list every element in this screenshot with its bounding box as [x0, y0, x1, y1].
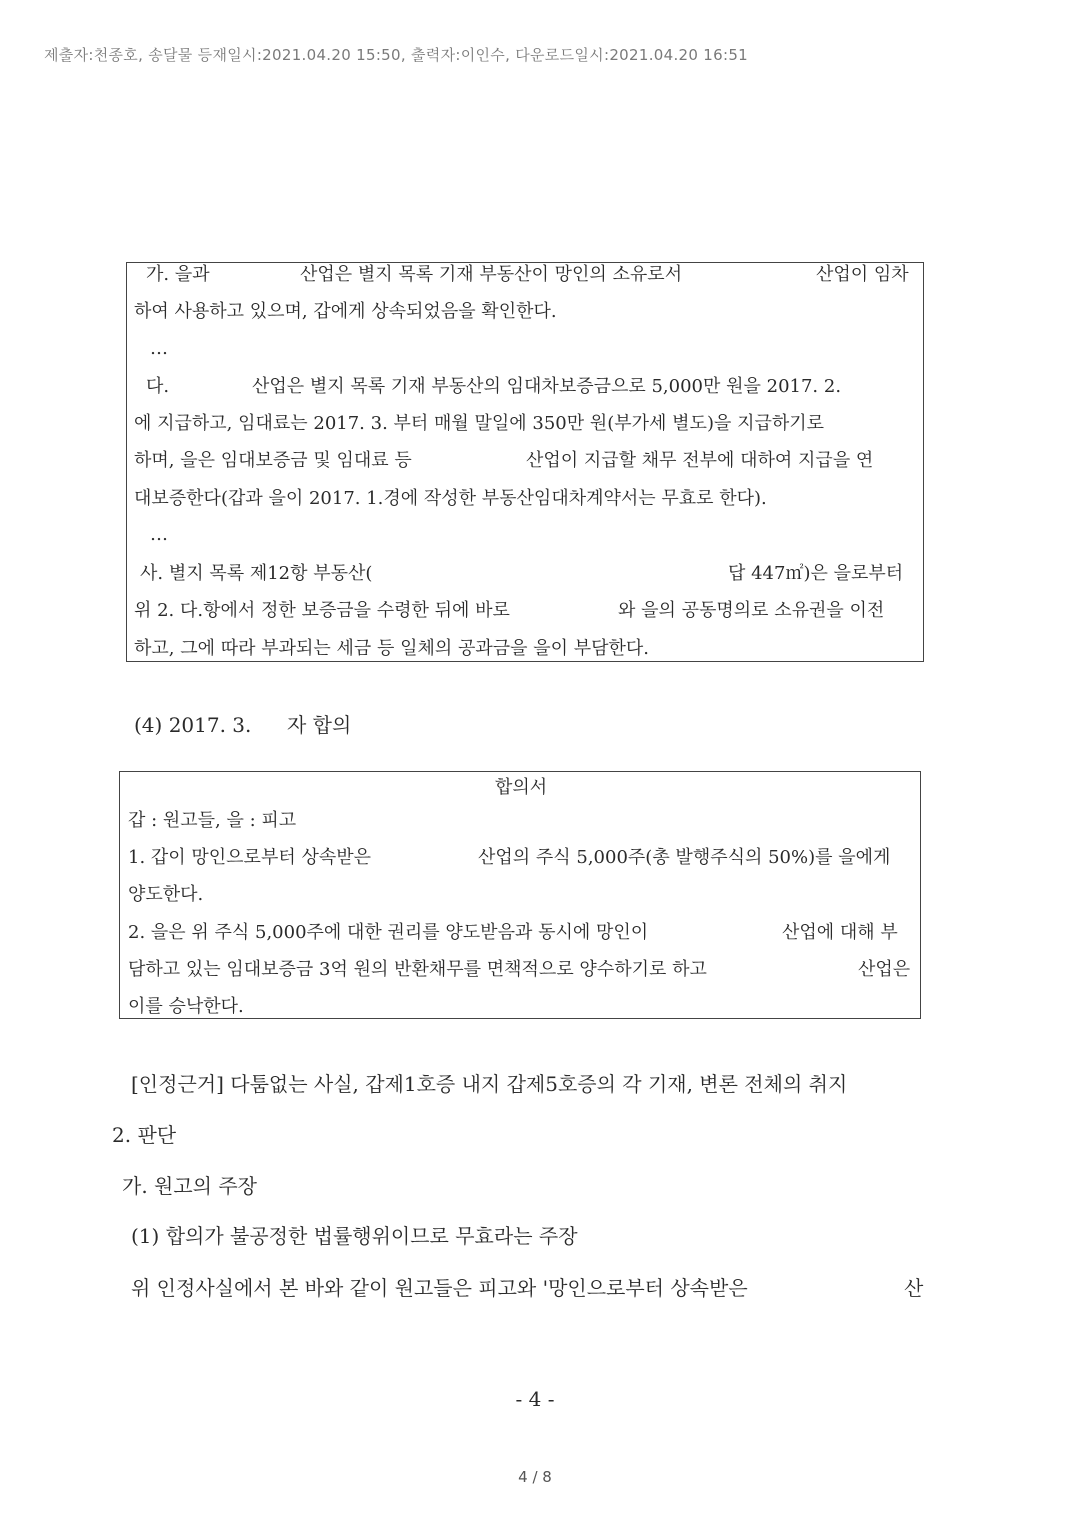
last-line-a: 위 인정사실에서 본 바와 같이 원고들은 피고와 '망인으로부터 상속받은 — [131, 1276, 748, 1300]
box2-line-3: 양도한다. — [128, 884, 204, 905]
claim-heading: 가. 원고의 주장 — [122, 1174, 257, 1198]
claim-1-heading: (1) 합의가 불공정한 법률행위이므로 무효라는 주장 — [131, 1224, 578, 1248]
box2-line-5a: 담하고 있는 임대보증금 3억 원의 반환채무를 면책적으로 양수하기로 하고 — [128, 959, 707, 980]
box1-line-9a: 사. 별지 목록 제12항 부동산( — [140, 563, 373, 584]
box2-line-5b: 산업은 — [858, 959, 911, 980]
box1-line-4a: 다. — [146, 376, 170, 397]
box2-line-6: 이를 승낙한다. — [128, 996, 244, 1017]
box1-line-10b: 와 을의 공동명의로 소유권을 이전 — [618, 600, 885, 621]
box2-line-4a: 2. 을은 위 주식 5,000주에 대한 권리를 양도받음과 동시에 망인이 — [128, 922, 649, 943]
box2-line-2b: 산업의 주식 5,000주(총 발행주식의 50%)를 을에게 — [478, 847, 891, 868]
last-line-b: 산 — [904, 1276, 924, 1300]
box2-line-1: 갑 : 원고들, 을 : 피고 — [128, 810, 297, 831]
box1-ellipsis-1: … — [150, 338, 168, 359]
page-count: 4 / 8 — [518, 1468, 552, 1486]
box1-line-1c: 산업이 임차 — [816, 264, 909, 285]
box1-line-6b: 산업이 지급할 채무 전부에 대하여 지급을 연 — [526, 450, 874, 471]
agreement-title: 합의서 — [495, 777, 548, 798]
box1-line-5: 에 지급하고, 임대료는 2017. 3. 부터 매월 말일에 350만 원(부가세 별도)을 지급하기로 — [134, 413, 825, 434]
box1-line-11: 하고, 그에 따라 부과되는 세금 등 일체의 공과금을 을이 부담한다. — [134, 638, 650, 659]
download-info-header: 제출자:천종호, 송달물 등재일시:2021.04.20 15:50, 출력자:이인수, 다운로드일시:2021.04.20 16:51 — [44, 46, 749, 64]
box2-line-4b: 산업에 대해 부 — [782, 922, 898, 943]
basis-line: [인정근거] 다툼없는 사실, 갑제1호증 내지 갑제5호증의 각 기재, 변론 전체의 취지 — [131, 1072, 848, 1096]
box1-line-1a: 가. 을과 — [146, 264, 210, 285]
box1-line-9b: 답 447㎡)은 을로부터 — [728, 563, 904, 584]
page-number: - 4 - — [515, 1387, 555, 1411]
box1-line-1b: 산업은 별지 목록 기재 부동산이 망인의 소유로서 — [300, 264, 683, 285]
box1-line-6a: 하며, 을은 임대보증금 및 임대료 등 — [134, 450, 412, 471]
box1-line-10a: 위 2. 다.항에서 정한 보증금을 수령한 뒤에 바로 — [134, 600, 510, 621]
section-4-title: 자 합의 — [287, 713, 352, 737]
box1-line-7: 대보증한다(갑과 을이 2017. 1.경에 작성한 부동산임대차계약서는 무효로 한다). — [134, 488, 767, 509]
box2-line-2a: 1. 갑이 망인으로부터 상속받은 — [128, 847, 371, 868]
box1-line-4b: 산업은 별지 목록 기재 부동산의 임대차보증금으로 5,000만 원을 2017. 2. — [252, 376, 842, 397]
judgment-heading: 2. 판단 — [112, 1123, 177, 1147]
box1-ellipsis-2: … — [150, 524, 168, 545]
box1-line-2: 하여 사용하고 있으며, 갑에게 상속되었음을 확인한다. — [134, 301, 557, 322]
section-4-label: (4) 2017. 3. — [134, 713, 252, 737]
